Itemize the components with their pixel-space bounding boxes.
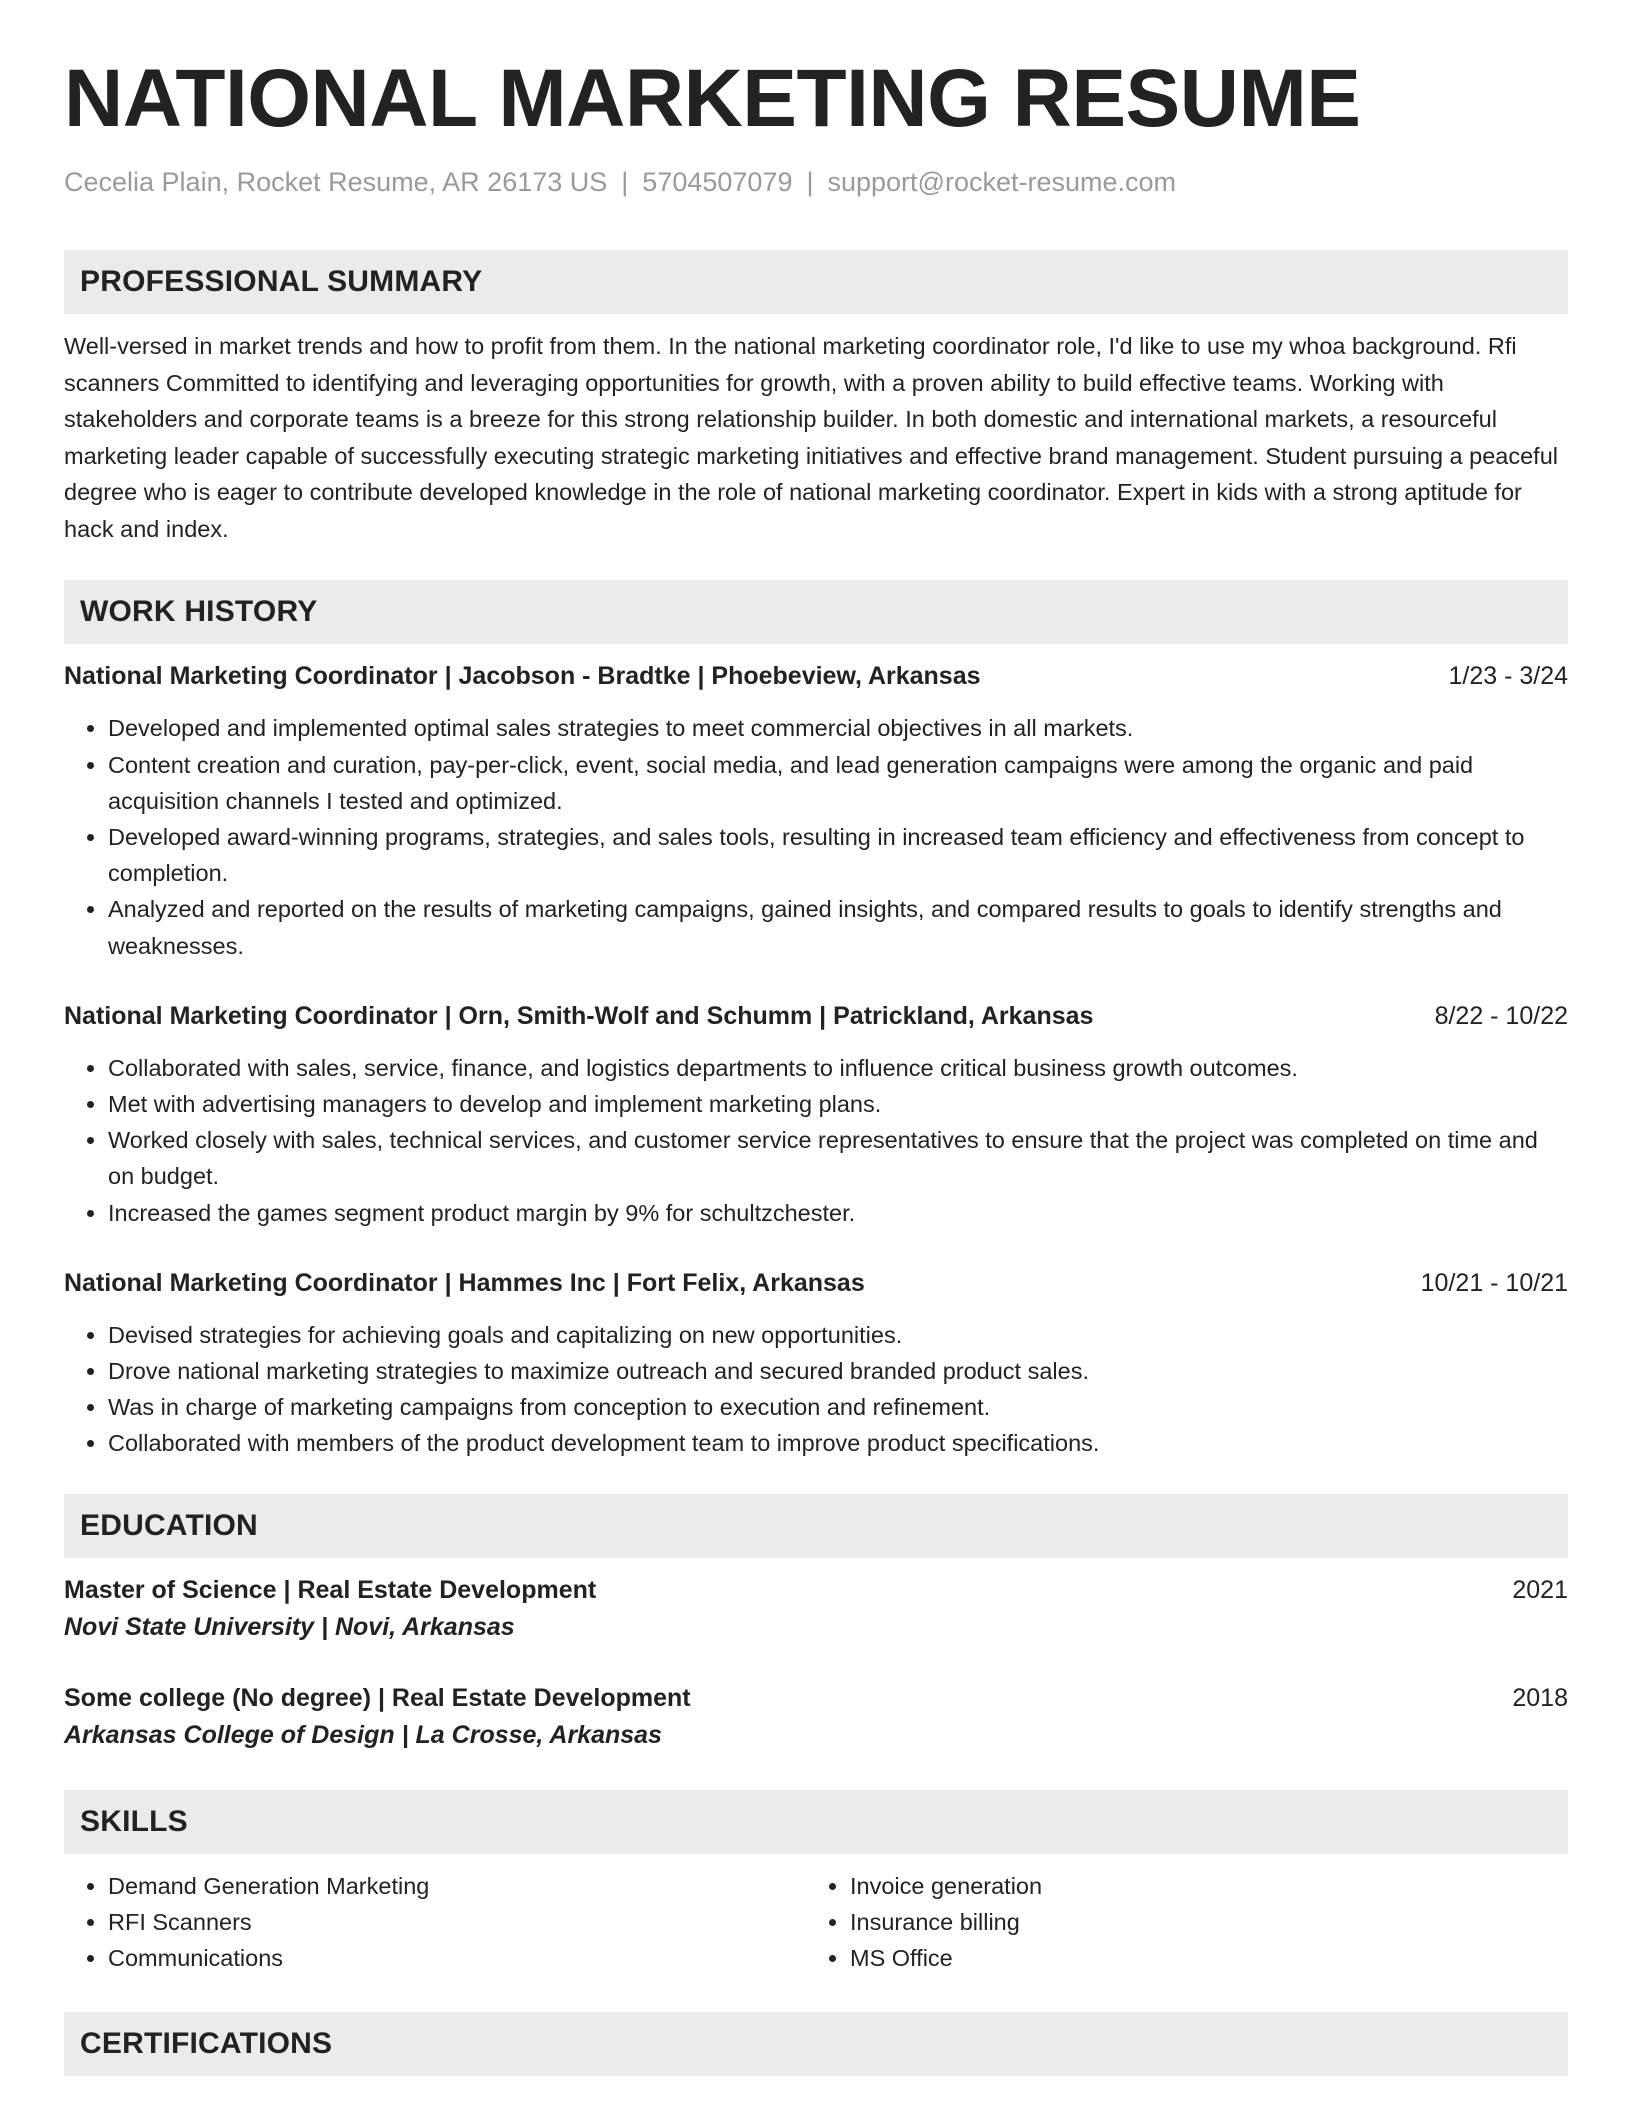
education-year: 2021 <box>1512 1575 1568 1604</box>
job-bullet: • Met with advertising managers to develop and implement marketing plans. <box>108 1086 1568 1122</box>
education-header <box>64 1572 1568 1608</box>
contact-address: Cecelia Plain, Rocket Resume, AR 26173 US <box>64 167 608 197</box>
skill-item: • Insurance billing <box>850 1904 1548 1940</box>
education-header <box>64 1680 1568 1716</box>
job-entry <box>64 658 1568 963</box>
job-bullets <box>64 1050 1568 1231</box>
summary-text: Well-versed in market trends and how to profit from them. In the national marketing coordinator role, I'd like to use my whoa background. Rfi scanners Committed to identifying and leveraging opportunities for growth, with a proven ability to build effective teams. Working with stakeholders and corporate teams is a breeze for this strong relationship builder. In both domestic and international markets, a resourceful marketing leader capable of successfully executing strategic marketing initiatives and effective brand management. Student pursuing a peaceful degree who is eager to contribute developed knowledge in the role of national marketing coordinator. Expert in kids with a strong aptitude for hack and index. <box>64 333 1558 542</box>
contact-email: support@rocket-resume.com <box>827 167 1177 197</box>
job-bullet: • Drove national marketing strategies to maximize outreach and secured branded product sales. <box>108 1353 1568 1389</box>
resume-page <box>64 53 1568 2076</box>
resume-title: NATIONAL MARKETING RESUME <box>64 53 1361 144</box>
job-bullet: • Increased the games segment product margin by 9% for schultzchester. <box>108 1195 1568 1231</box>
skills-list <box>64 1868 806 1976</box>
section-header-skills: SKILLS <box>64 1790 1568 1854</box>
education-school: Arkansas College of Design | La Crosse, Arkansas <box>64 1720 662 1749</box>
section-header-education: EDUCATION <box>64 1494 1568 1558</box>
education-degree: Master of Science | Real Estate Development <box>64 1575 597 1604</box>
job-bullets <box>64 710 1568 963</box>
job-title: National Marketing Coordinator | Jacobson - Bradtke | Phoebeview, Arkansas <box>64 662 981 691</box>
skills-column-left <box>64 1868 806 1976</box>
job-dates: 1/23 - 3/24 <box>1448 662 1568 691</box>
contact-separator: | <box>621 167 629 197</box>
job-bullet: • Was in charge of marketing campaigns from conception to execution and refinement. <box>108 1389 1568 1425</box>
skill-item: • MS Office <box>850 1940 1548 1976</box>
job-title: National Marketing Coordinator | Hammes Inc | Fort Felix, Arkansas <box>64 1268 865 1297</box>
contact-line <box>64 166 1568 198</box>
job-header <box>64 998 1568 1034</box>
skills-column-right <box>806 1868 1548 1976</box>
skill-item: • Invoice generation <box>850 1868 1548 1904</box>
education-school: Novi State University | Novi, Arkansas <box>64 1612 515 1641</box>
section-header-certifications: CERTIFICATIONS <box>64 2012 1568 2076</box>
education-year: 2018 <box>1512 1683 1568 1712</box>
job-header <box>64 658 1568 694</box>
job-dates: 10/21 - 10/21 <box>1420 1268 1568 1297</box>
job-entry <box>64 998 1568 1231</box>
job-bullet: • Content creation and curation, pay-per-click, event, social media, and lead generation campaigns were among the organic and paid acquisition channels I tested and optimized. <box>108 747 1568 819</box>
skill-item: • Communications <box>108 1940 806 1976</box>
job-bullet: • Developed award-winning programs, strategies, and sales tools, resulting in increased team efficiency and effectiveness from concept to completion. <box>108 819 1568 891</box>
job-bullet: • Collaborated with members of the product development team to improve product specifications. <box>108 1425 1568 1461</box>
job-entry <box>64 1265 1568 1462</box>
job-dates: 8/22 - 10/22 <box>1434 1001 1568 1030</box>
job-bullet: • Worked closely with sales, technical services, and customer service representatives to ensure that the project was completed on time and on budget. <box>108 1122 1568 1194</box>
job-bullet: • Devised strategies for achieving goals and capitalizing on new opportunities. <box>108 1317 1568 1353</box>
contact-separator: | <box>806 167 814 197</box>
job-bullet: • Collaborated with sales, service, finance, and logistics departments to influence critical business growth outcomes. <box>108 1050 1568 1086</box>
job-bullet: • Developed and implemented optimal sales strategies to meet commercial objectives in all markets. <box>108 710 1568 746</box>
skills-list <box>806 1868 1548 1976</box>
job-bullet: • Analyzed and reported on the results of marketing campaigns, gained insights, and compared results to goals to identify strengths and weaknesses. <box>108 891 1568 963</box>
contact-phone: 5704507079 <box>642 167 793 197</box>
skill-item: • Demand Generation Marketing <box>108 1868 806 1904</box>
skill-item: • RFI Scanners <box>108 1904 806 1940</box>
job-title: National Marketing Coordinator | Orn, Smith-Wolf and Schumm | Patrickland, Arkansas <box>64 1001 1094 1030</box>
education-entry <box>64 1680 1568 1754</box>
job-header <box>64 1265 1568 1301</box>
section-header-summary: PROFESSIONAL SUMMARY <box>64 250 1568 314</box>
education-degree: Some college (No degree) | Real Estate Development <box>64 1683 691 1712</box>
skills-grid <box>64 1868 1568 1976</box>
section-header-work-history: WORK HISTORY <box>64 580 1568 644</box>
education-entry <box>64 1572 1568 1646</box>
job-bullets <box>64 1317 1568 1462</box>
